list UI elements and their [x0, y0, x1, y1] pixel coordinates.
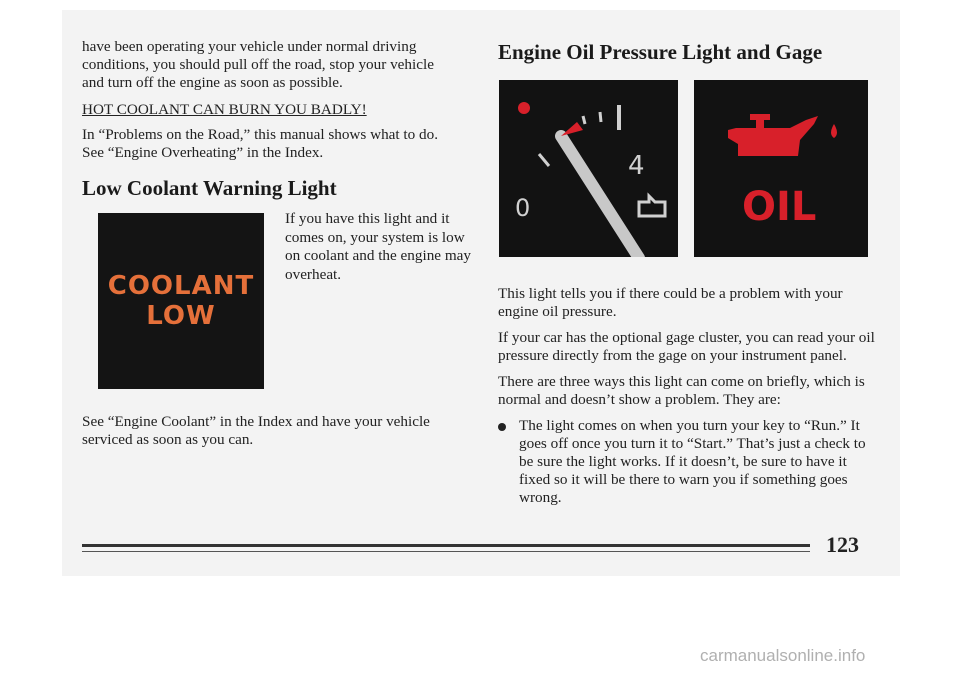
bullet-icon	[498, 423, 506, 431]
intro-paragraph: have been operating your vehicle under normal driving conditions, you should pull off the road, stop your vehicle and turn off the engine as soon as possible.	[82, 38, 434, 91]
oil-label: OIL	[742, 184, 817, 230]
see-engine-coolant-text: See “Engine Coolant” in the Index and have your vehicle serviced as soon as you can.	[82, 413, 430, 448]
oil-paragraph-2: If your car has the optional gage cluster, you can read your oil pressure directly from the gage on your instrument panel.	[498, 329, 875, 364]
bullet-item	[498, 417, 878, 515]
watermark: carmanualsonline.info	[700, 646, 866, 665]
oil-light-image	[694, 80, 868, 257]
tick-mark	[583, 116, 585, 124]
oil-pressure-heading: Engine Oil Pressure Light and Gage	[498, 40, 823, 64]
coolant-low-indicator-image	[98, 213, 264, 389]
gage-four-label: 4	[628, 151, 645, 181]
coolant-label: COOLANT	[107, 271, 255, 301]
footer-rule-thick	[82, 544, 810, 547]
see-engine-coolant	[82, 413, 462, 449]
gage-zero-label: 0	[515, 194, 531, 222]
oil-pressure-text	[498, 285, 878, 515]
oil-paragraph-1: This light tells you if there could be a problem with your engine oil pressure.	[498, 285, 843, 320]
page-number: 123	[826, 532, 859, 557]
footer-rule-thin	[82, 551, 810, 552]
hot-coolant-warning: HOT COOLANT CAN BURN YOU BADLY!	[82, 101, 367, 118]
coolant-description-text: If you have this light and it comes on, your system is low on coolant and the engine may overheat.	[285, 210, 471, 283]
tick-mark	[539, 154, 549, 166]
needle-red-tip	[561, 122, 583, 136]
oil-can-icon	[694, 80, 868, 257]
coolant-description	[285, 210, 475, 284]
oil-pressure-gage-image	[499, 80, 678, 257]
bullet-text: The light comes on when you turn your key to “Run.” It goes off once you turn it to “Start.” That’s just a check to be sure the light works. If it doesn’t, be sure to have it fixed so it will be there to warn you if something goes wrong.	[519, 417, 866, 506]
oil-can-shape	[728, 114, 818, 156]
gage-icon	[499, 80, 678, 257]
red-dot-icon	[518, 102, 530, 114]
left-column	[82, 38, 454, 171]
problems-paragraph: In “Problems on the Road,” this manual shows what to do. See “Engine Overheating” in the Index.	[82, 126, 439, 161]
oil-drop-icon	[831, 124, 837, 138]
low-label: LOW	[146, 301, 216, 331]
tick-mark	[600, 112, 601, 122]
oil-paragraph-3: There are three ways this light can come on briefly, which is normal and doesn’t show a problem. They are:	[498, 373, 865, 408]
low-coolant-heading: Low Coolant Warning Light	[82, 176, 337, 200]
oil-can-small-icon	[639, 196, 665, 216]
